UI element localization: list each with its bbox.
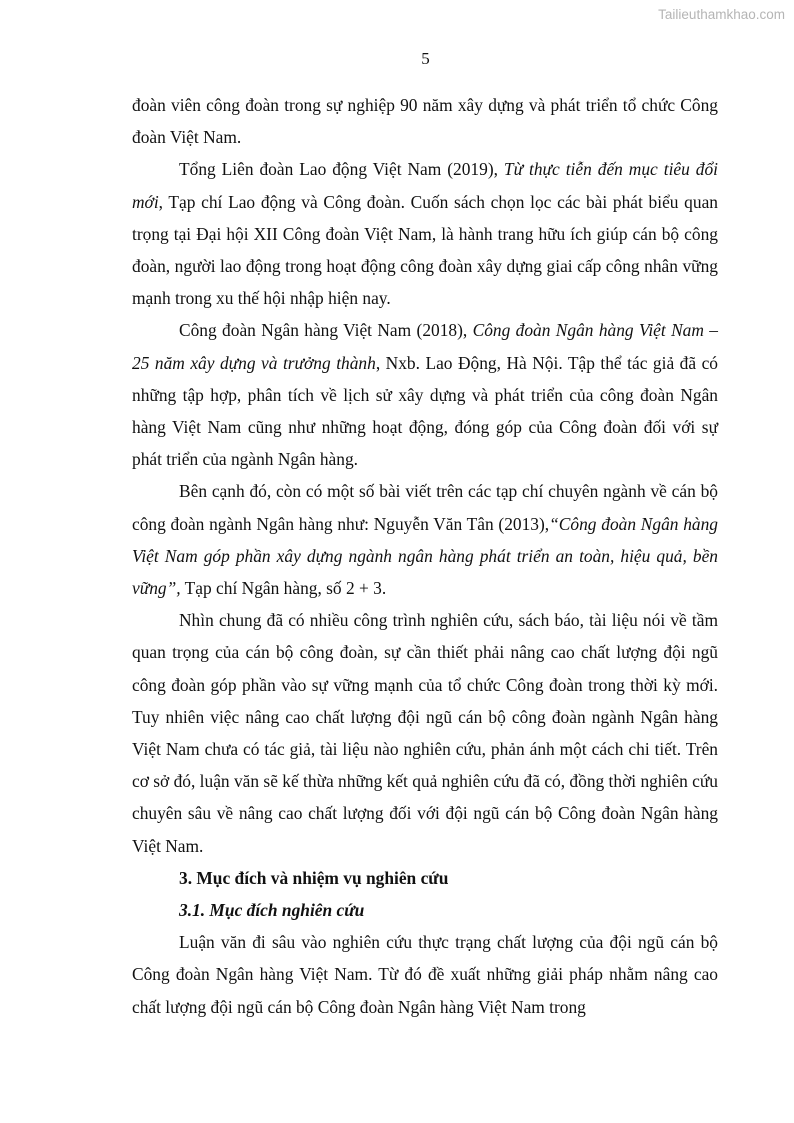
paragraph xyxy=(132,314,718,475)
text-run: Bên cạnh đó, còn có một số bài viết trên các tạp chí chuyên ngành về cán bộ công đoàn ngành Ngân hàng như: Nguyễn Văn Tân (2013), xyxy=(132,481,718,534)
text-run: , Tạp chí Lao động và Công đoàn. Cuốn sách chọn lọc các bài phát biểu quan trọng tại Đại hội XII Công đoàn Việt Nam, là hành trang hữu ích giúp cán bộ công đoàn, người lao động trong hoạt động công đoàn xây dựng giai cấp công nhân vững mạnh trong xu thế hội nhập hiện nay. xyxy=(132,191,718,309)
text-run: 3. Mục đích và nhiệm vụ nghiên cứu xyxy=(179,867,449,888)
page-number: 5 xyxy=(421,49,430,68)
paragraph xyxy=(132,926,718,1023)
text-run: đoàn viên công đoàn trong sự nghiệp 90 năm xây dựng và phát triển tổ chức Công đoàn Việt Nam. xyxy=(132,95,718,148)
subsection-heading xyxy=(132,894,718,926)
paragraph xyxy=(132,153,718,314)
italic-text-run: Công đoàn Ngân hàng Việt Nam – 25 năm xây dựng và trưởng thành xyxy=(132,320,718,373)
paragraph xyxy=(132,604,718,862)
italic-text-run: Từ thực tiễn đến mục tiêu đổi mới xyxy=(132,159,718,212)
text-run: Công đoàn Ngân hàng Việt Nam (2018), xyxy=(179,320,473,341)
text-run: Tạp chí Ngân hàng, số 2 + 3. xyxy=(180,578,387,599)
section-heading xyxy=(132,862,718,894)
text-run: Luận văn đi sâu vào nghiên cứu thực trạng chất lượng của đội ngũ cán bộ Công đoàn Ngân hàng Việt Nam. Từ đó đề xuất những giải pháp nhằm nâng cao chất lượng đội ngũ cán bộ Công đoàn Ngân hàng Việt Nam trong xyxy=(132,932,718,1017)
text-run: 3.1. Mục đích nghiên cứu xyxy=(179,900,365,921)
watermark: Tailieuthamkhao.com xyxy=(658,7,785,22)
text-run: Nhìn chung đã có nhiều công trình nghiên cứu, sách báo, tài liệu nói về tầm quan trọng của cán bộ công đoàn, sự cần thiết phải nâng cao chất lượng đội ngũ công đoàn góp phần vào sự vững mạnh của tổ chức Công đoàn trong thời kỳ mới. Tuy nhiên việc nâng cao chất lượng đội ngũ cán bộ công đoàn ngành Ngân hàng Việt Nam chưa có tác giả, tài liệu nào nghiên cứu, phản ánh một cách chi tiết. Trên cơ sở đó, luận văn sẽ kế thừa những kết quả nghiên cứu đã có, đồng thời nghiên cứu chuyên sâu về nâng cao chất lượng đối với đội ngũ cán bộ Công đoàn Ngân hàng Việt Nam. xyxy=(132,610,718,856)
paragraph xyxy=(132,475,718,604)
text-run: , Nxb. Lao Động, Hà Nội. Tập thể tác giả đã có những tập hợp, phân tích về lịch sử xây dựng và phát triển của công đoàn Ngân hàng Việt Nam cũng như những hoạt động, đóng góp của Công đoàn đối với sự phát triển của ngành Ngân hàng. xyxy=(132,352,718,470)
paragraph xyxy=(132,89,718,153)
italic-text-run: “Công đoàn Ngân hàng Việt Nam góp phần xây dựng ngành ngân hàng phát triển an toàn, hiệu quả, bền vững”, xyxy=(132,513,718,599)
document-body xyxy=(132,89,718,1023)
text-run: Tổng Liên đoàn Lao động Việt Nam (2019), xyxy=(179,159,504,180)
